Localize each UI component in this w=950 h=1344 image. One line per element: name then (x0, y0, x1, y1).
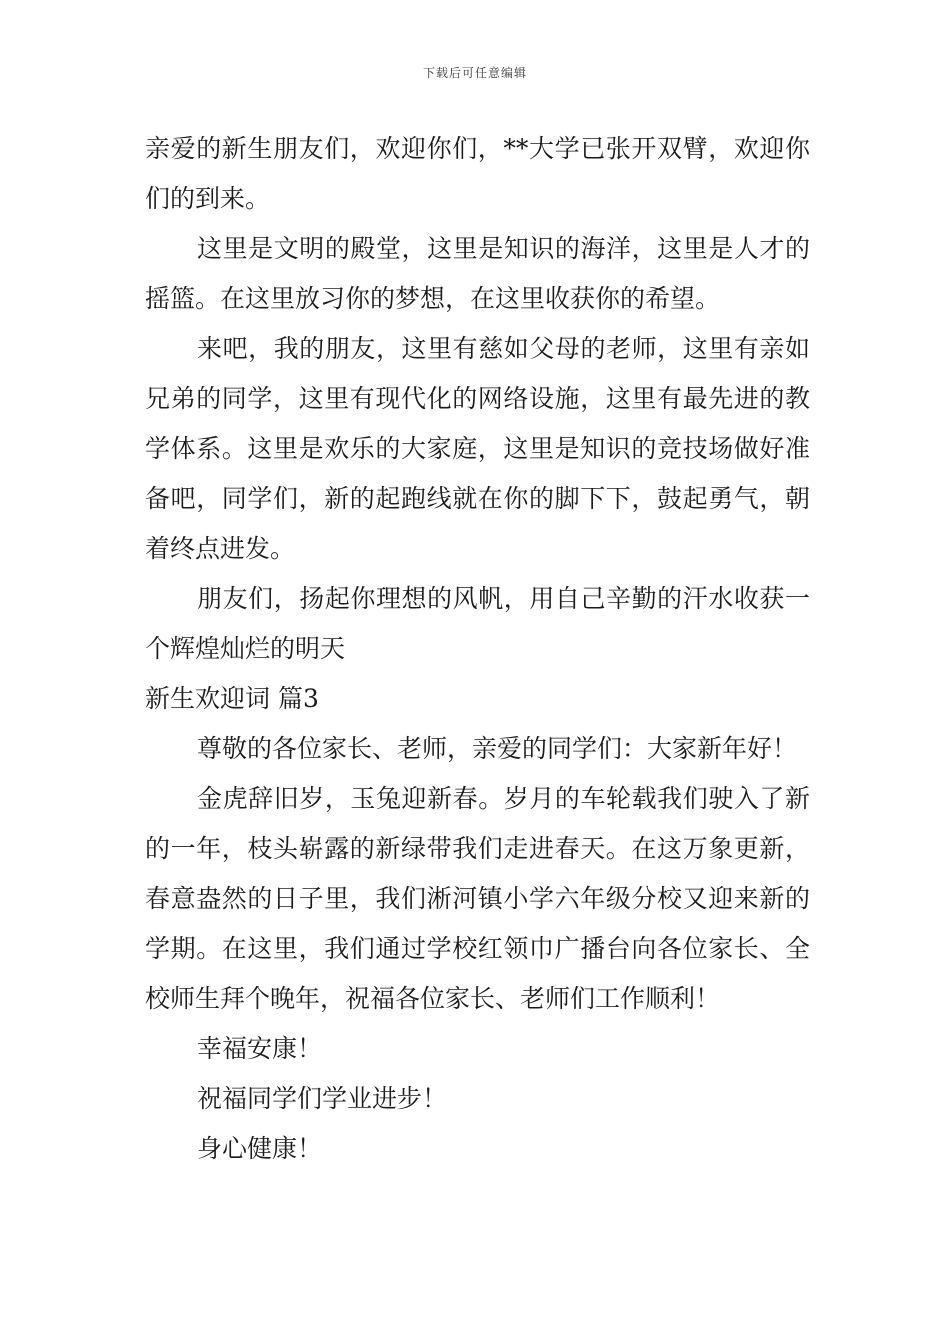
section-heading: 新生欢迎词 篇3 (145, 684, 319, 713)
paragraph-happiness: 幸福安康！ (197, 1034, 323, 1063)
paragraph-new-year: 金虎辞旧岁，玉兔迎新春。岁月的车轮载我们驶入了新的一年，枝头崭露的新绿带我们走进春天。在这万象更新，春意盎然的日子里，我们淅河镇小学六年级分校又迎来新的学期。在这里，我们通过学校红领巾广播台向各位家长、全校师生拜个晚年，祝福各位家长、老师们工作顺利！ (145, 784, 810, 1013)
paragraph-welcome: 亲爱的新生朋友们，欢迎你们，**大学已张开双臂，欢迎你们的到来。 (145, 134, 810, 213)
document-body (145, 124, 810, 1174)
paragraph-student-wishes: 祝福同学们学业进步！ (197, 1084, 448, 1113)
page-header-note: 下载后可任意编辑 (422, 66, 527, 80)
paragraph-hall-of-civilization: 这里是文明的殿堂，这里是知识的海洋，这里是人才的摇篮。在这里放习你的梦想，在这里收获你的希望。 (145, 234, 810, 313)
paragraph-health: 身心健康！ (197, 1134, 323, 1163)
paragraph-greeting: 尊敬的各位家长、老师，亲爱的同学们：大家新年好！ (197, 734, 798, 763)
paragraph-raise-sails: 朋友们，扬起你理想的风帆，用自己辛勤的汗水收获一个辉煌灿烂的明天 (145, 584, 810, 663)
paragraph-come-my-friend: 来吧，我的朋友，这里有慈如父母的老师，这里有亲如兄弟的同学，这里有现代化的网络设施，这里有最先进的教学体系。这里是欢乐的大家庭，这里是知识的竞技场做好准备吧，同学们，新的起跑线就在你的脚下下，鼓起勇气，朝着终点进发。 (145, 334, 810, 563)
